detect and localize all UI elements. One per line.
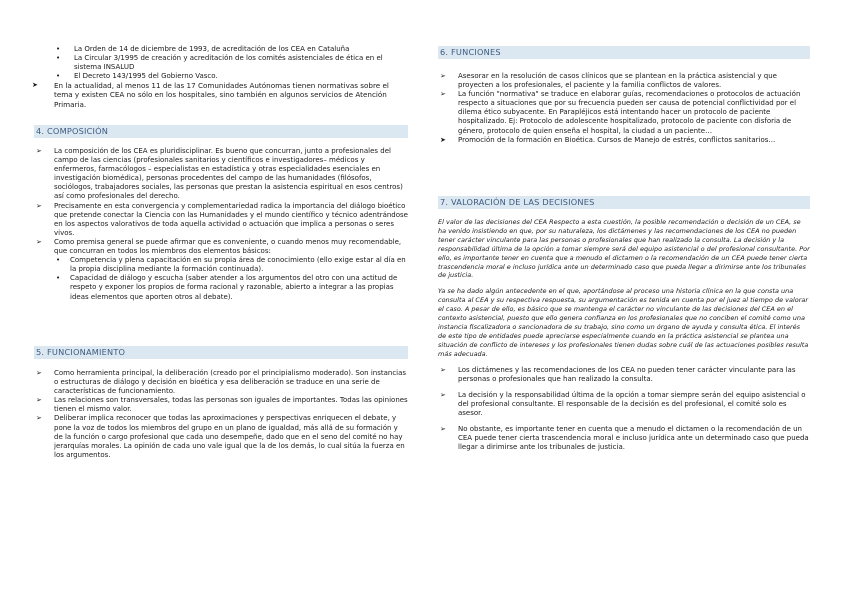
intro-block bbox=[34, 45, 408, 109]
list-item: • La Orden de 14 de diciembre de 1993, de acreditación de los CEA en Cataluña bbox=[56, 45, 350, 53]
paragraph: Ya se ha dado algún antecedente en el que, aportándose al proceso una historia clínica en la que consta una consulta al CEA y su respectiva respuesta, su argumentación es tenida en cuenta por el juez al tiempo de valorar el caso. A pesar de ello, es básico que se mantenga el carácter no vinculante de las decisiones del CEA en el contexto asistencial, puesto que ello genera confianza en los profesionales que no conciben el comité como una instancia fiscalizadora o sancionadora de su trabajo, sino como un órgano de ayuda y consulta ética. El interés de este tipo de entidades puede apreciarse especialmente cuando en la práctica asistencial se plantea una situación de conflicto de intereses y los profesionales tienen dudas sobre cuál de las actuaciones posibles resulta más adecuada. bbox=[438, 287, 809, 358]
list-item: ➤ Promoción de la formación en Bioética. Cursos de Manejo de estrés, conflictos sanitarios… bbox=[440, 135, 776, 144]
list-item: ➢ La decisión y la responsabilidad última de la opción a tomar siempre serán del equipo asistencial o del profesional consultante. El responsable de la decisión es del profesional, el comité solo es asesor. bbox=[440, 390, 806, 417]
list-item: ➢ Precisamente en esta convergencia y complementariedad radica la importancia del diálogo bioético que pretende conectar la Ciencia con las Humanidades y el mundo científico y técnico adentrándose en los aspectos valorativos de toda aquella actividad o actuación que implica a personas o seres vivos. bbox=[36, 201, 408, 237]
funcionamiento-block bbox=[34, 369, 408, 460]
section-heading-composicion: 4. COMPOSICIÓN bbox=[34, 125, 408, 138]
list-item: • La Circular 3/1995 de creación y acreditación de los comités asistenciales de ética en el sistema INSALUD bbox=[56, 54, 383, 72]
list-item: ➢ Deliberar implica reconocer que todas las aproximaciones y perspectivas enriquecen el debate, y pone la voz de todos los miembros del grupo en un plano de igualdad, más allá de su formación y de la función o cargo profesional que cada uno desempeñe, dado que en el seno del comité no hay jerarquías morales. La opinión de cada uno vale igual que la de los demás, lo cual sitúa la fuerza en los argumentos. bbox=[36, 414, 405, 459]
composicion-block bbox=[34, 147, 408, 302]
list-item: ➢ La función "normativa" se traduce en elaborar guías, recomendaciones o protocolos de actuación respecto a situaciones que por su frecuencia pueden ser causa de potencial conflictividad por el dilema ético subyacente. En Parapléjicos está intentando hacer un protocolo de paciente hospitalizado. Ej: Protocolo de adolescente hospitalizado, protocolo de paciente con disforia de género, protocolo de quien enseña el hospital, la ciudad a un paciente… bbox=[440, 90, 801, 135]
bullet-arrow-icon: ➢ bbox=[440, 425, 446, 434]
bullet-arrow-icon: ➤ bbox=[440, 135, 446, 144]
bullet-arrow-icon: ➢ bbox=[440, 72, 446, 80]
valoracion-block bbox=[438, 218, 810, 452]
list-item: ➢ Asesorar en la resolución de casos clínicos que se plantean en la práctica asistencial y que proyecten a los profesionales, el paciente y la familia conflictos de valores. bbox=[440, 72, 777, 90]
paragraph: El valor de las decisiones del CEA Respecto a esta cuestión, la posible recomendación o decisión de un CEA, se ha venido insistiendo en que, por su naturaleza, los dictámenes y las recomendaciones de los CEA no pueden tener carácter vinculante para las personas o profesionales que han realizado la consulta. La decisión y la responsabilidad última de la opción a tomar siempre será del equipo asistencial o del profesional consultante. Por ello, es importante tener en cuenta que a menudo el dictamen o la recomendación de un CEA puede tener cierta trascendencia moral e incluso jurídica ante un determinado caso que pueda llegar a dirimirse ante los tribunales de justicia. bbox=[438, 218, 810, 280]
bullet-dot-icon: • bbox=[56, 256, 61, 265]
bullet-dot-icon: • bbox=[56, 274, 61, 283]
list-item: ➢ No obstante, es importante tener en cuenta que a menudo el dictamen o la recomendación de un CEA puede tener cierta trascendencia moral e incluso jurídica ante un determinado caso que pueda llegar a dirimirse ante los tribunales de justicia. bbox=[440, 425, 809, 452]
list-item: ➢ Como herramienta principal, la deliberación (creado por el principialismo moderado). Son instancias o estructuras de diálogo y decisión en bioética y esa deliberación se traduce en una serie de características de funcionamiento. bbox=[36, 369, 407, 396]
list-item: ➢ Las relaciones son transversales, todas las personas son iguales de importantes. Todas las opiniones tienen el mismo valor. bbox=[36, 396, 408, 414]
bullet-arrow-icon: ➢ bbox=[440, 90, 446, 99]
bullet-arrow-icon: ➢ bbox=[36, 147, 42, 155]
section-heading-funciones: 6. FUNCIONES bbox=[438, 46, 810, 59]
bullet-arrow-icon: ➢ bbox=[36, 414, 42, 423]
bullet-arrow-icon: ➢ bbox=[36, 237, 42, 246]
bullet-arrow-icon: ➢ bbox=[36, 396, 42, 405]
list-item: • Capacidad de diálogo y escucha (saber atender a los argumentos del otro con una actitud de respeto y exponer los propios de forma racional y razonable, abierto a integrar a las propias ideas elementos que aporten otros al debate). bbox=[56, 274, 398, 301]
section-heading-funcionamiento: 5. FUNCIONAMIENTO bbox=[34, 346, 408, 359]
list-item: • Competencia y plena capacitación en su propia área de conocimiento (ello exige estar al día en la propia disciplina mediante la formación continuada). bbox=[56, 256, 406, 274]
funciones-block bbox=[438, 72, 810, 145]
bullet-arrow-icon: ➢ bbox=[36, 369, 42, 377]
list-item: ➢ Los dictámenes y las recomendaciones de los CEA no pueden tener carácter vinculante para las personas o profesionales que han realizado la consulta. bbox=[440, 365, 796, 383]
bullet-dot-icon: • bbox=[56, 54, 61, 63]
bullet-arrow-icon: ➢ bbox=[440, 390, 446, 399]
list-item: • El Decreto 143/1995 del Gobierno Vasco. bbox=[56, 72, 218, 81]
list-item: ➤ En la actualidad, al menos 11 de las 17 Comunidades Autónomas tienen normativas sobre el tema y existen CEA no sólo en los hospitales, sino también en algunos servicios de Atención Primaria. bbox=[32, 81, 389, 109]
bullet-arrow-icon: ➢ bbox=[440, 365, 446, 374]
bullet-arrow-icon: ➤ bbox=[32, 81, 38, 90]
list-item: ➢ Como premisa general se puede afirmar que es conveniente, o cuando menos muy recomendable, que concurran en todos los miembros dos elementos básicos: bbox=[36, 237, 402, 256]
section-heading-valoracion: 7. VALORACIÓN DE LAS DECISIONES bbox=[438, 196, 810, 209]
list-item: ➢ La composición de los CEA es pluridisciplinar. Es bueno que concurran, junto a profesionales del campo de las ciencias (profesionales sanitarios y científicos e investigadores– médicos y enfermeros, farmacólogos – especialistas en estadística y otras especialidades esenciales en investigación biomédica), personas procedentes del campo de las humanidades (filósofos, sociólogos, trabajadores sociales, las personas que prestan la asistencia espiritual en esos centros) así como profesionales del derecho. bbox=[36, 147, 403, 201]
bullet-arrow-icon: ➢ bbox=[36, 201, 42, 210]
bullet-dot-icon: • bbox=[56, 72, 61, 81]
bullet-dot-icon: • bbox=[56, 45, 61, 53]
